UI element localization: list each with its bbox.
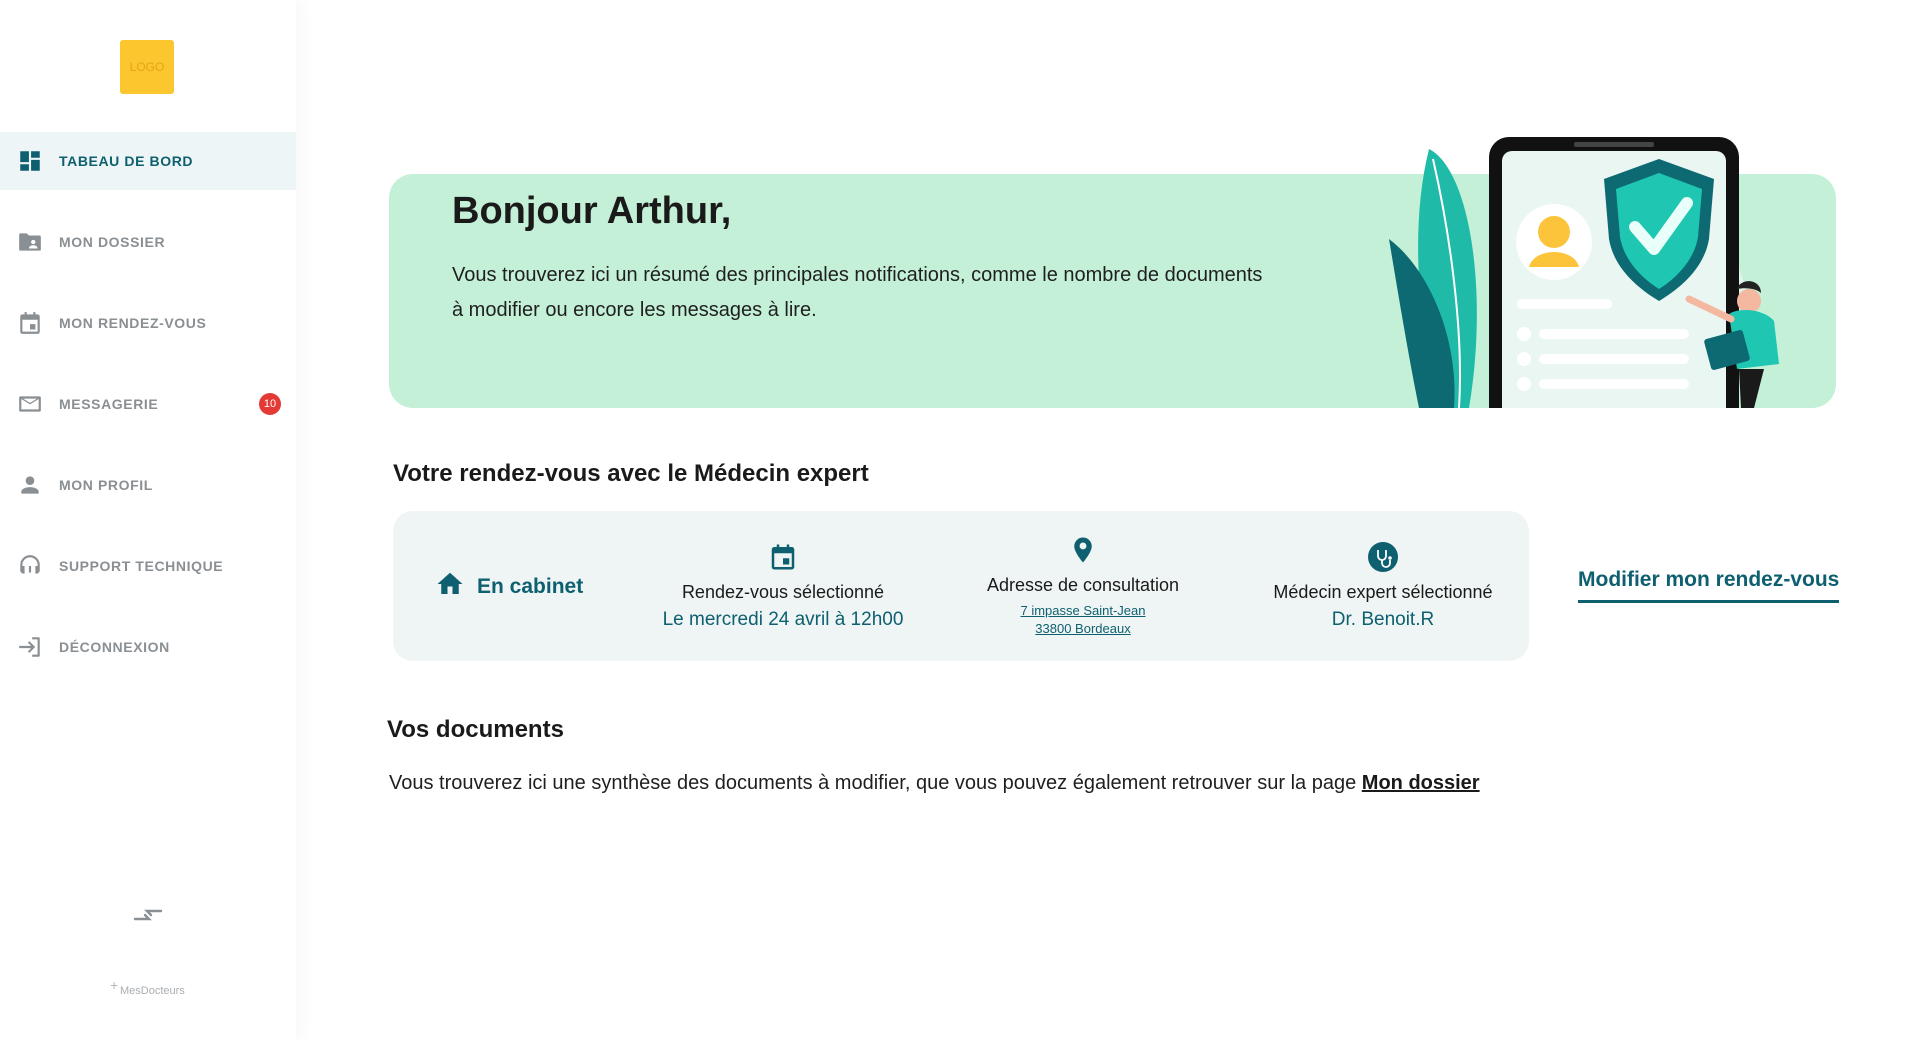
mon-dossier-link[interactable]: Mon dossier (1361, 772, 1480, 794)
collapse-arrows-icon (133, 904, 163, 930)
sidebar-item-label: SUPPORT TECHNIQUE (59, 558, 224, 574)
appointment-address (953, 511, 1213, 661)
person-icon (16, 471, 44, 499)
appointment-mode-label: En cabinet (477, 575, 584, 598)
logo-text: LOGO (129, 60, 165, 74)
address-line-2-link[interactable]: 33800 Bordeaux (1035, 620, 1131, 636)
documents-text: Vous trouverez ici une synthèse des documents à modifier, que vous pouvez également retrouver sur la page (389, 772, 1357, 794)
sidebar-item-label: DÉCONNEXION (59, 639, 170, 655)
dashboard-icon (16, 147, 44, 175)
sidebar-item-dashboard[interactable] (0, 132, 296, 190)
location-pin-icon (1068, 535, 1098, 569)
sidebar-item-label: MON PROFIL (59, 477, 153, 493)
sidebar-item-support-technique[interactable] (0, 537, 296, 595)
sidebar-item-mon-profil[interactable] (0, 456, 296, 514)
welcome-text: Vous trouverez ici un résumé des principales notifications, comme le nombre de documents à modifier ou encore les messages à lire. (452, 264, 1263, 321)
sidebar (0, 0, 296, 1040)
appointment-date-label: Rendez-vous sélectionné (681, 581, 885, 602)
documents-description (389, 772, 1480, 795)
appointment-doctor-label: Médecin expert sélectionné (1273, 581, 1493, 602)
mail-icon (16, 390, 44, 418)
sidebar-item-label: MON DOSSIER (59, 234, 166, 250)
welcome-title: Bonjour Arthur, (452, 190, 732, 232)
sidebar-item-label: TABEAU DE BORD (59, 153, 194, 169)
appointment-mode (423, 569, 583, 605)
logo[interactable] (120, 40, 174, 94)
unread-badge: 10 (259, 393, 281, 415)
sidebar-item-mon-rendez-vous[interactable] (0, 294, 296, 352)
security-phone-illustration (1369, 129, 1789, 408)
appointment-date (633, 511, 933, 661)
appointment-section-title: Votre rendez-vous avec le Médecin expert (393, 460, 869, 487)
folder-user-icon (16, 228, 44, 256)
plus-icon: + (110, 977, 119, 993)
appointment-address-label: Adresse de consultation (986, 574, 1180, 595)
welcome-banner (389, 174, 1836, 408)
sidebar-item-messagerie[interactable] (0, 375, 296, 433)
documents-section-title: Vos documents (387, 716, 564, 743)
brand-footer (110, 977, 185, 997)
sidebar-item-label: MESSAGERIE (59, 396, 159, 412)
sidebar-item-label: MON RENDEZ-VOUS (59, 315, 207, 331)
sidebar-item-deconnexion[interactable] (0, 618, 296, 676)
support-icon (16, 552, 44, 580)
calendar-icon (16, 309, 44, 337)
address-line-1-link[interactable]: 7 impasse Saint-Jean (1020, 602, 1146, 618)
calendar-icon (768, 542, 798, 576)
appointment-doctor-value: Dr. Benoit.R (1331, 608, 1435, 630)
collapse-sidebar-button[interactable] (132, 903, 164, 931)
logout-icon (16, 633, 44, 661)
modify-appointment-link[interactable]: Modifier mon rendez-vous (1578, 568, 1839, 603)
appointment-card (393, 511, 1529, 661)
home-icon (435, 569, 465, 605)
appointment-date-value: Le mercredi 24 avril à 12h00 (662, 608, 904, 630)
sidebar-item-mon-dossier[interactable] (0, 213, 296, 271)
brand-name: MesDocteurs (120, 985, 185, 997)
stethoscope-icon (1368, 542, 1398, 576)
appointment-doctor (1243, 511, 1523, 661)
